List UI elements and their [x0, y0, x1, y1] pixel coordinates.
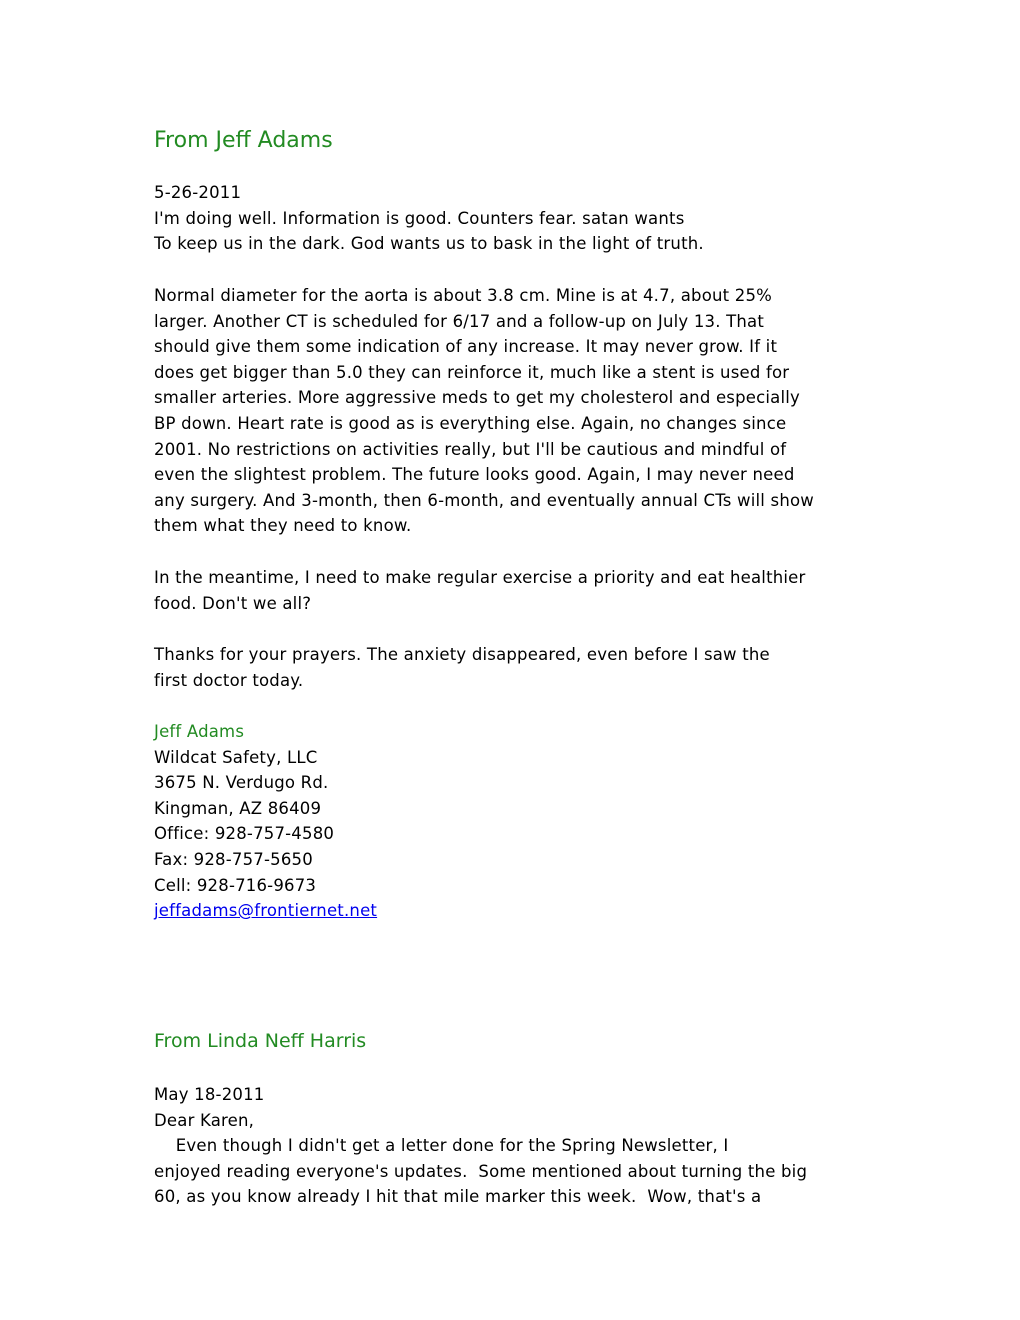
letter-heading-jeff-adams: From Jeff Adams: [154, 128, 333, 153]
paragraph-line: To keep us in the dark. God wants us to bask in the light of truth.: [154, 234, 704, 254]
paragraph-line: smaller arteries. More aggressive meds to get my cholesterol and especially: [154, 388, 801, 408]
paragraph-line: them what they need to know.: [154, 516, 412, 536]
paragraph-line: 60, as you know already I hit that mile marker this week. Wow, that's a: [154, 1187, 762, 1207]
paragraph-line: does get bigger than 5.0 they can reinforce it, much like a stent is used for: [154, 362, 790, 382]
paragraph-line: even the slightest problem. The future looks good. Again, I may never need: [154, 465, 795, 485]
signature-name: Jeff Adams: [154, 722, 245, 741]
signature-office-phone: Office: 928-757-4580: [154, 824, 335, 844]
paragraph-line: Even though I didn't get a letter done for the Spring Newsletter, I: [154, 1136, 729, 1156]
signature-cell-phone: Cell: 928-716-9673: [154, 875, 317, 895]
signature-company: Wildcat Safety, LLC: [154, 747, 318, 767]
paragraph-line: should give them some indication of any increase. It may never grow. If it: [154, 337, 778, 357]
paragraph-line: 2001. No restrictions on activities really, but I'll be cautious and mindful of: [154, 439, 787, 459]
jeff-letter-paragraph-exercise: [154, 565, 806, 616]
letter-date: 5-26-2011: [154, 183, 242, 202]
letter-greeting: Dear Karen,: [154, 1110, 255, 1130]
linda-letter-body: [154, 1082, 807, 1210]
jeff-letter-paragraph-thanks: [154, 642, 770, 693]
signature-city: Kingman, AZ 86409: [154, 798, 322, 818]
paragraph-line: Thanks for your prayers. The anxiety disappeared, even before I saw the: [154, 645, 770, 664]
letter-date: May 18-2011: [154, 1085, 265, 1104]
signature-email-link[interactable]: jeffadams@frontiernet.net: [154, 901, 378, 921]
paragraph-line: first doctor today.: [154, 670, 304, 690]
signature-street: 3675 N. Verdugo Rd.: [154, 773, 329, 793]
paragraph-line: In the meantime, I need to make regular exercise a priority and eat healthier: [154, 568, 806, 587]
paragraph-line: Normal diameter for the aorta is about 3.8 cm. Mine is at 4.7, about 25%: [154, 286, 773, 305]
jeff-signature-block: [154, 719, 377, 924]
paragraph-line: larger. Another CT is scheduled for 6/17 and a follow-up on July 13. That: [154, 311, 765, 331]
paragraph-line: BP down. Heart rate is good as is everything else. Again, no changes since: [154, 413, 787, 433]
paragraph-line: I'm doing well. Information is good. Counters fear. satan wants: [154, 208, 685, 228]
paragraph-line: any surgery. And 3-month, then 6-month, and eventually annual CTs will show: [154, 490, 814, 510]
letter-heading-linda-neff-harris: From Linda Neff Harris: [154, 1030, 367, 1052]
paragraph-line: enjoyed reading everyone's updates. Some mentioned about turning the big: [154, 1161, 808, 1181]
jeff-letter-intro: [154, 180, 704, 257]
jeff-letter-paragraph-aorta: [154, 283, 814, 539]
signature-fax: Fax: 928-757-5650: [154, 849, 313, 869]
paragraph-line: food. Don't we all?: [154, 593, 312, 613]
